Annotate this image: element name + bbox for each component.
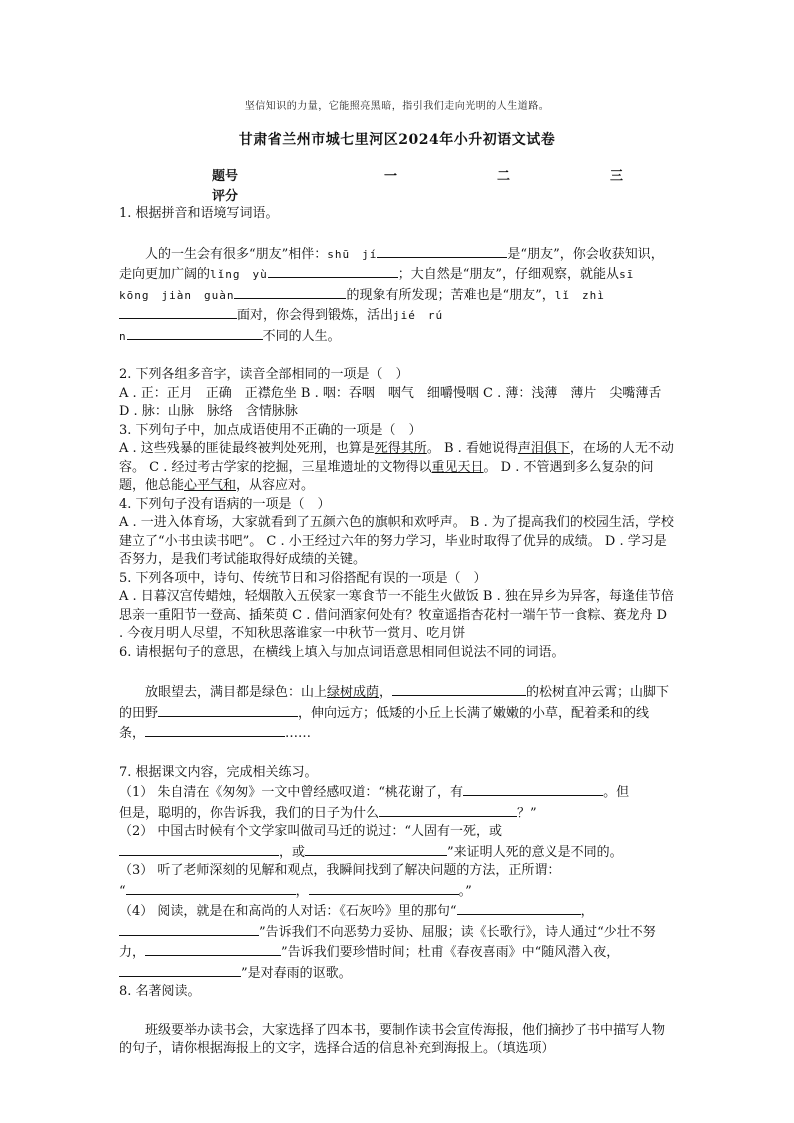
score-col-2: 二 (497, 169, 511, 184)
dotted-idiom: 重见天日 (431, 459, 484, 475)
question-list (119, 205, 674, 1059)
score-col-3: 三 (610, 169, 624, 184)
answer-blank[interactable] (268, 264, 398, 278)
q2-stem: 2. 下列各组多音字，读音全部相同的一项是（ ） (119, 367, 409, 382)
points-label: 评分 (212, 189, 239, 204)
answer-blank[interactable] (127, 326, 263, 340)
score-col-1: 一 (384, 169, 398, 184)
q8-stem: 8. 名著阅读。 (119, 984, 201, 999)
q3-options: A . 这些残暴的匪徒最终被判处死刑，也算是死得其所。 B . 看她说得声泪俱下，在场的人无不动容。 C . 经过考古学家的挖掘，三星堆遗址的文物得以重见天日。 D . 不管遇到多么复杂的问题，他总能心平气和，从容应对。 (119, 441, 674, 493)
answer-blank[interactable] (457, 901, 581, 915)
answer-blank[interactable] (145, 942, 281, 956)
pinyin: jié rú (393, 309, 444, 322)
q7-sub1-cont: 但是，聪明的，你告诉我，我们的日子为什么 ？” (119, 803, 674, 824)
pinyin: lǐ zhì (554, 288, 605, 302)
answer-blank[interactable] (377, 244, 507, 258)
score-row-points (212, 185, 652, 205)
answer-blank[interactable] (145, 723, 285, 737)
answer-blank[interactable] (158, 703, 298, 717)
q7-sub4: （4） 阅读，就是在和高尚的人对话：《石灰吟》里的那句“ ，”告诉我们不向恶势力妥协、屈服；读《长歌行》，诗人通过“少壮不努力， ”告诉我们要珍惜时间；杜甫《春夜喜雨》中“随风潜入夜，”是对春雨的讴歌。 (119, 901, 674, 983)
q6-stem: 6. 请根据句子的意思，在横线上填入与加点词语意思相同但说法不同的词语。 (119, 644, 565, 660)
q2-options: A . 正：正月 正确 正襟危坐 B . 咽：吞咽 咽气 细嚼慢咽 C . 薄：浅薄 薄片 尖嘴薄舌 D . 脉：山脉 脉络 含情脉脉 (119, 385, 662, 419)
q3-stem: 3. 下列句子中，加点成语使用不正确的一项是（ ） (119, 422, 422, 438)
q8-passage: 班级要举办读书会，大家选择了四本书，要制作读书会宣传海报，他们摘抄了书中描写人物的句子，请你根据海报上的文字，选择合适的信息补充到海报上。（填选项） (119, 1022, 666, 1056)
answer-blank[interactable] (392, 682, 526, 696)
pinyin: shū jí (327, 247, 378, 261)
q1-passage: 人的一生会有很多“朋友”相伴：shū jí 是“朋友”，你会收获知识，走向更加广阔的lǐng yù ；大自然是“朋友”，仔细观察，就能从sī kōng jiàn guàn 的现象有所发现；苦难也是“朋友”，lǐ zhì面对，你会得到锻炼，活出jié rú (119, 244, 674, 326)
score-table (212, 165, 652, 205)
answer-blank[interactable] (305, 842, 447, 856)
answer-blank[interactable] (463, 782, 603, 796)
answer-blank[interactable] (119, 305, 237, 319)
q4-options: A . 一进入体育场，大家就看到了五颜六色的旗帜和欢呼声。 B . 为了提高我们的校园生活，学校建立了“小书虫读书吧”。 C . 小王经过六年的努力学习，毕业时取得了优异的成绩。 D . 学习是否努力，是我们考试能取得好成绩的关键。 (119, 515, 674, 567)
q7-stem: 7. 根据课文内容，完成相关练习。 (119, 764, 318, 780)
q7-sub3-cont: “ ， 。” (119, 881, 674, 902)
header-motto: 坚信知识的力量，它能照亮黑暗，指引我们走向光明的人生道路。 (244, 101, 550, 112)
answer-blank[interactable] (119, 842, 279, 856)
dotted-idiom: 死得其所 (374, 441, 427, 456)
answer-blank[interactable] (234, 285, 346, 299)
q7-sub1: （1） 朱自清在《匆匆》一文中曾经感叹道：“桃花谢了，有 。但 (119, 782, 674, 803)
dotted-idiom: 声泪俱下 (517, 441, 570, 456)
score-row-header (212, 165, 652, 185)
q7-sub3: （3） 听了老师深刻的见解和观点，我瞬间找到了解决问题的方法，正所谓： (119, 863, 561, 878)
q5-options: A . 日暮汉宫传蜡烛，轻烟散入五侯家一寒食节一不能生火做饭 B . 独在异乡为异客，每逢佳节倍思亲一重阳节一登高、插茱萸 C . 借问酒家何处有？牧童遥指杏花村一端午节一食粽、赛龙舟 D . 今夜月明人尽望，不知秋思落谁家一中秋节一赏月、吃月饼 (119, 589, 674, 641)
q7-sub2-cont: ，或 ”来证明人死的意义是不同的。 (119, 842, 674, 863)
answer-blank[interactable] (126, 881, 296, 895)
q4-stem: 4. 下列句子没有语病的一项是（ ） (119, 496, 331, 512)
dotted-word: 绿树成荫 (327, 685, 380, 700)
q1-stem: 1. 根据拼音和语境写词语。 (119, 206, 279, 221)
q5-stem: 5. 下列各项中，诗句、传统节日和习俗搭配有误的一项是（ ） (119, 570, 487, 586)
pinyin: lǐng yù (210, 268, 268, 281)
exam-title: 甘肃省兰州市城七里河区2024年小升初语文试卷 (238, 132, 556, 148)
answer-blank[interactable] (379, 803, 517, 817)
answer-blank[interactable] (119, 963, 241, 977)
q7-sub2: （2） 中国古时候有个文学家叫做司马迁的说过：“人固有一死，或 (119, 824, 503, 839)
answer-blank[interactable] (119, 922, 259, 936)
q6-passage: 放眼望去，满目都是绿色：山上绿树成荫， 的松树直冲云霄；山脚下的田野 ，伸向远方；低矮的小丘上长满了嫩嫩的小草，配着柔和的线条， …… (119, 682, 674, 744)
pinyin: sī kōng jiàn guàn (119, 268, 647, 302)
answer-blank[interactable] (309, 881, 459, 895)
dotted-idiom: 心平气和 (184, 478, 237, 493)
q1-passage-end: n 不同的人生。 (119, 326, 674, 347)
score-label: 题号 (212, 169, 239, 184)
